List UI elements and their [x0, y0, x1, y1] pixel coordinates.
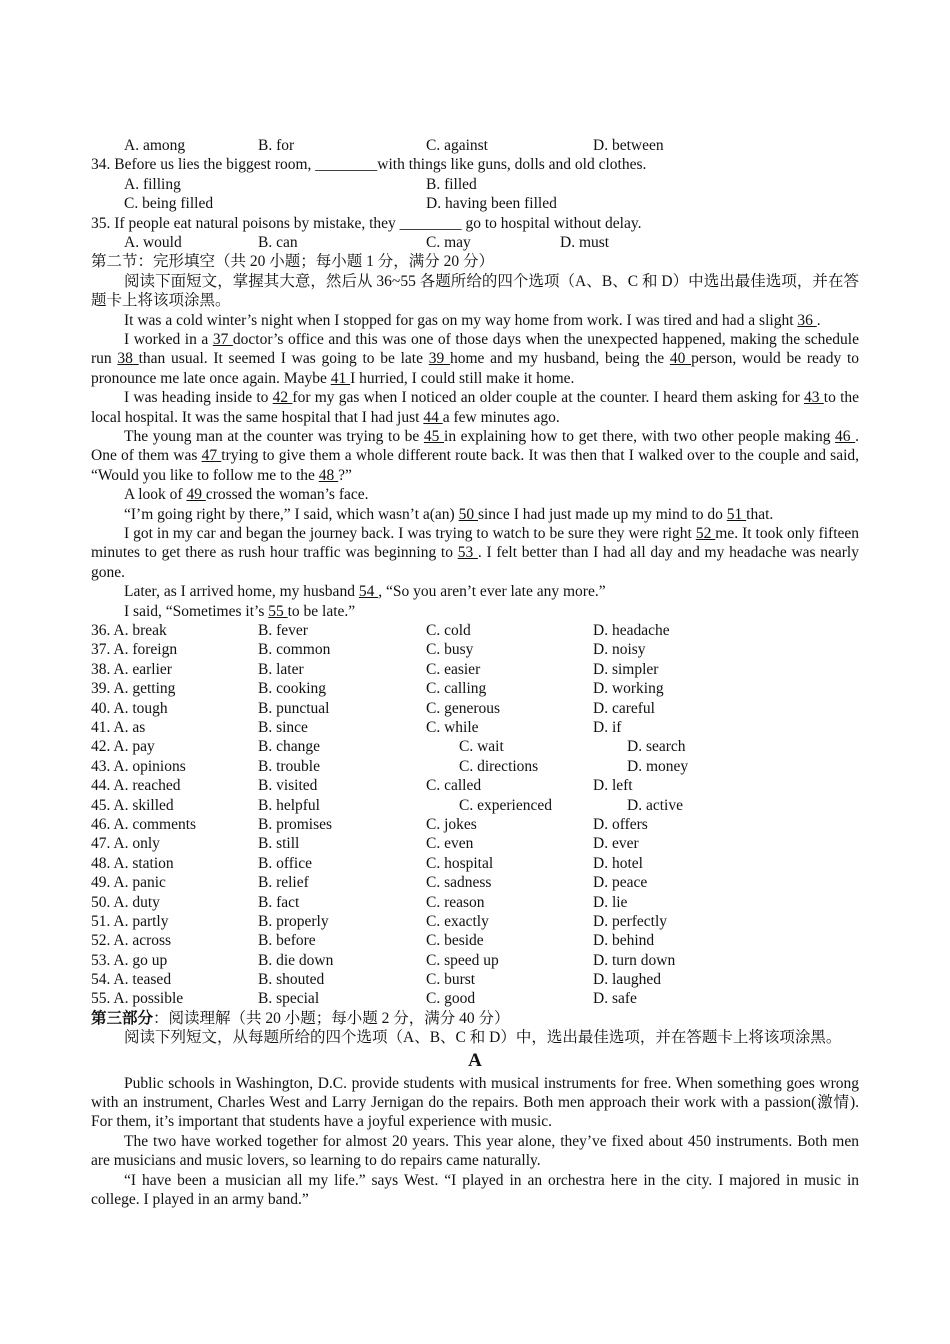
cloze-option-row [91, 989, 859, 1008]
q35-option-b: B. can [258, 233, 298, 251]
q35-option-a: A. would [124, 233, 182, 251]
cloze-option-c: C. calling [426, 680, 487, 698]
passage-text: than usual. It seemed I was going to be late [138, 350, 429, 368]
cloze-option-a: 44. A. reached [91, 777, 181, 795]
cloze-option-a: 48. A. station [91, 854, 174, 872]
cloze-option-c: C. jokes [426, 815, 477, 833]
passage-text: , “So you aren’t ever late any more.” [378, 583, 606, 601]
cloze-option-row [91, 718, 859, 737]
q35-option-c: C. may [426, 233, 471, 251]
cloze-option-d: D. turn down [593, 951, 676, 969]
cloze-option-c: C. beside [426, 932, 484, 950]
cloze-option-a: 46. A. comments [91, 815, 197, 833]
cloze-option-a: 40. A. tough [91, 699, 168, 717]
cloze-option-c: C. while [426, 719, 479, 736]
q34-option-a: A. filling [124, 175, 181, 193]
cloze-option-row [91, 834, 859, 853]
blank-48: 48 [318, 466, 339, 484]
passage-text: in explaining how to get there, with two other people making [444, 427, 836, 445]
passage-text: doctor’s office and this was one of those days when the unexpected happened, making the schedule run [91, 330, 859, 368]
cloze-option-c: C. easier [426, 660, 481, 678]
part3-title-bold: 第三部分 [91, 1009, 154, 1027]
reading-a-paragraph-3: “I have been a musician all my life.” says West. “I played in an orchestra here in the city. I majored in music in college. I played in an army band.” [91, 1171, 859, 1209]
blank-54: 54 [358, 583, 379, 601]
q34-option-b: B. filled [426, 175, 477, 193]
cloze-option-a: 54. A. teased [91, 971, 172, 989]
passage-text: Later, as I arrived home, my husband [124, 583, 359, 601]
q34-options-row1 [91, 175, 859, 194]
passage-text: . I felt better than I had all day and my headache was nearly gone. [91, 544, 859, 581]
q35-option-d: D. must [560, 233, 610, 251]
cloze-option-c: C. hospital [426, 854, 494, 872]
cloze-option-d: D. offers [593, 815, 648, 833]
cloze-option-d: D. peace [593, 874, 648, 892]
cloze-option-row [91, 951, 859, 970]
cloze-option-row [91, 679, 859, 698]
blank-36: 36 [797, 311, 817, 329]
cloze-option-b: B. before [258, 932, 316, 950]
q34-option-d: D. having been filled [426, 195, 557, 213]
cloze-option-d: D. if [593, 719, 622, 736]
cloze-option-b: B. relief [258, 874, 309, 892]
cloze-option-a: 55. A. possible [91, 990, 184, 1008]
blank-41: 41 [330, 369, 351, 387]
cloze-option-row [91, 699, 859, 718]
cloze-option-d: D. safe [593, 990, 637, 1008]
cloze-option-c: C. exactly [426, 912, 489, 930]
cloze-option-c: C. speed up [426, 951, 499, 969]
blank-49: 49 [186, 486, 206, 504]
section2-title: 第二节：完形填空（共 20 小题；每小题 1 分，满分 20 分） [91, 253, 495, 271]
cloze-option-d: D. behind [593, 932, 655, 950]
cloze-option-c: C. generous [426, 699, 501, 717]
cloze-option-a: 47. A. only [91, 835, 160, 853]
cloze-option-c: C. experienced [459, 796, 552, 814]
cloze-option-row [91, 621, 859, 640]
q35-options [91, 233, 859, 252]
passage-text: person, would be ready to pronounce me late once again. Maybe [91, 350, 860, 387]
blank-47: 47 [201, 447, 222, 465]
cloze-option-a: 45. A. skilled [91, 796, 174, 814]
cloze-option-c: C. even [426, 835, 474, 853]
cloze-option-b: B. common [258, 641, 331, 659]
passage-paragraph-4 [91, 427, 859, 485]
cloze-option-d: D. search [627, 738, 686, 756]
passage-text: that. [746, 505, 774, 523]
passage-text: It was a cold winter’s night when I stopped for gas on my way home from work. I was tired and had a slight [124, 311, 798, 329]
cloze-option-c: C. busy [426, 641, 474, 659]
blank-43: 43 [804, 389, 824, 407]
q34-options-row2 [91, 194, 859, 213]
blank-53: 53 [457, 544, 478, 562]
cloze-option-row [91, 737, 859, 756]
q33-option-d: D. between [593, 137, 664, 154]
cloze-option-a: 49. A. panic [91, 874, 166, 892]
passage-text: home and my husband, being the [449, 350, 670, 368]
passage-paragraph-6 [91, 505, 859, 524]
passage-paragraph-9 [91, 602, 859, 621]
cloze-option-b: B. die down [258, 951, 334, 969]
cloze-option-b: B. visited [258, 777, 318, 795]
part3-instruction: 阅读下列短文，从每题所给的四个选项（A、B、C 和 D）中，选出最佳选项，并在答题卡上将该项涂黑。 [124, 1029, 842, 1047]
passage-text: I hurried, I could still make it home. [350, 369, 575, 387]
cloze-option-a: 53. A. go up [91, 951, 168, 969]
cloze-option-a: 37. A. foreign [91, 641, 178, 659]
passage-text: . [816, 311, 821, 329]
cloze-option-b: B. trouble [258, 757, 320, 775]
blank-39: 39 [428, 350, 450, 368]
cloze-option-d: D. simpler [593, 660, 659, 678]
passage-text: for my gas when I noticed an older couple at the counter. I heard them asking for [292, 389, 805, 407]
passage-text: I was heading inside to [124, 389, 273, 407]
cloze-option-b: B. helpful [258, 796, 320, 814]
passage-text: me. It took only fifteen minutes to get there as rush hour traffic was beginning to [91, 525, 860, 562]
cloze-option-row [91, 931, 859, 950]
blank-37: 37 [212, 330, 233, 348]
passage-text: since I had just made up my mind to do [477, 505, 727, 523]
cloze-option-a: 39. A. getting [91, 680, 176, 698]
cloze-option-row [91, 912, 859, 931]
cloze-option-row [91, 796, 859, 815]
cloze-option-row [91, 640, 859, 659]
cloze-option-b: B. later [258, 660, 304, 678]
cloze-option-d: D. working [593, 680, 664, 698]
cloze-option-row [91, 873, 859, 892]
q33-options [91, 136, 859, 155]
cloze-option-d: D. lie [593, 893, 628, 911]
cloze-option-b: B. fact [258, 893, 300, 911]
passage-text: crossed the woman’s face. [205, 486, 369, 504]
cloze-option-a: 42. A. pay [91, 738, 155, 756]
reading-a-heading: A [468, 1049, 482, 1071]
cloze-option-a: 43. A. opinions [91, 757, 186, 775]
cloze-option-d: D. perfectly [593, 912, 668, 930]
cloze-option-a: 52. A. across [91, 932, 172, 950]
blank-40: 40 [669, 350, 692, 368]
passage-paragraph-2 [91, 330, 859, 388]
blank-51: 51 [726, 505, 747, 523]
cloze-option-b: B. properly [258, 912, 329, 930]
passage-text: A look of [124, 486, 187, 504]
reading-a-paragraph-2: The two have worked together for almost 20 years. This year alone, they’ve fixed about 450 instruments. Both men are musicians and music lovers, so learning to do repairs came naturally. [91, 1132, 859, 1170]
q33-option-c: C. against [426, 137, 488, 154]
cloze-option-c: C. called [426, 777, 482, 795]
cloze-option-d: D. ever [593, 835, 639, 853]
cloze-option-b: B. still [258, 835, 300, 853]
q34-stem: 34. Before us lies the biggest room, ________with things like guns, dolls and old clothes. [91, 156, 647, 174]
cloze-option-d: D. hotel [593, 854, 643, 872]
q35-stem: 35. If people eat natural poisons by mistake, they ________ go to hospital without delay. [91, 214, 642, 232]
passage-text: ?” [338, 466, 352, 484]
blank-46: 46 [835, 427, 856, 445]
part3-title-rest: ：阅读理解（共 20 小题；每小题 2 分，满分 40 分） [153, 1009, 510, 1027]
passage-text: a few minutes ago. [442, 408, 560, 426]
cloze-option-b: B. fever [258, 622, 308, 640]
cloze-option-c: C. sadness [426, 874, 492, 892]
cloze-option-b: B. special [258, 990, 320, 1008]
cloze-option-a: 41. A. as [91, 719, 146, 736]
cloze-option-c: C. reason [426, 893, 485, 911]
cloze-option-b: B. punctual [258, 699, 330, 717]
cloze-option-b: B. change [258, 738, 320, 756]
passage-text: I got in my car and began the journey back. I was trying to watch to be sure they were right [124, 525, 696, 543]
passage-text: I said, “Sometimes it’s [124, 602, 269, 620]
blank-38: 38 [117, 350, 139, 368]
cloze-option-row [91, 776, 859, 795]
passage-paragraph-5 [91, 485, 859, 504]
q33-option-b: B. for [258, 137, 295, 154]
cloze-option-b: B. cooking [258, 680, 327, 698]
q33-option-a: A. among [124, 137, 186, 154]
passage-text: . One of them was [91, 427, 860, 465]
cloze-option-row [91, 970, 859, 989]
passage-text: The young man at the counter was trying to be [124, 427, 424, 445]
reading-a-paragraph-1: Public schools in Washington, D.C. provide students with musical instruments for free. When something goes wrong with an instrument, Charles West and Larry Jernigan do the repairs. Both men approach their work with a passion(激情). For them, it’s important that students have a joyful experience with music. [91, 1074, 859, 1131]
passage-text: I worked in a [124, 330, 213, 348]
cloze-option-d: D. left [593, 777, 633, 795]
part3-title [91, 1009, 859, 1028]
blank-55: 55 [268, 602, 288, 620]
cloze-option-a: 51. A. partly [91, 912, 169, 930]
exam-page [91, 136, 859, 1210]
blank-44: 44 [423, 408, 443, 426]
cloze-option-row [91, 757, 859, 776]
cloze-options-list [91, 621, 859, 1009]
cloze-option-d: D. money [627, 757, 689, 775]
cloze-option-d: D. noisy [593, 641, 646, 659]
blank-50: 50 [458, 505, 478, 523]
cloze-option-c: C. cold [426, 622, 471, 640]
cloze-option-d: D. laughed [593, 971, 662, 989]
cloze-option-c: C. directions [459, 757, 539, 775]
cloze-option-d: D. active [627, 796, 683, 814]
cloze-option-c: C. wait [459, 738, 504, 756]
cloze-option-row [91, 815, 859, 834]
cloze-option-c: C. good [426, 990, 476, 1008]
passage-paragraph-3 [91, 388, 859, 427]
cloze-option-b: B. promises [258, 815, 333, 833]
cloze-option-d: D. careful [593, 699, 655, 717]
cloze-option-row [91, 660, 859, 679]
passage-paragraph-1 [91, 311, 859, 330]
passage-text: to the local hospital. It was the same hospital that I had just [91, 389, 860, 426]
cloze-option-c: C. burst [426, 971, 476, 989]
cloze-option-a: 36. A. break [91, 622, 167, 640]
passage-paragraph-8 [91, 582, 859, 601]
cloze-option-row [91, 893, 859, 912]
passage-text: “I’m going right by there,” I said, which wasn’t a(an) [124, 505, 459, 523]
cloze-option-b: B. since [258, 719, 308, 736]
passage-text: to be late.” [287, 602, 356, 620]
section2-instruction: 阅读下面短文，掌握其大意，然后从 36~55 各题所给的四个选项（A、B、C 和 D）中选出最佳选项，并在答题卡上将该项涂黑。 [91, 272, 859, 310]
blank-42: 42 [272, 389, 293, 407]
cloze-option-b: B. shouted [258, 971, 325, 989]
cloze-option-b: B. office [258, 854, 312, 872]
passage-paragraph-7 [91, 524, 859, 582]
cloze-option-d: D. headache [593, 622, 670, 640]
q34-option-c: C. being filled [124, 195, 214, 213]
passage-text: trying to give them a whole different route back. It was then that I walked over to the couple and said, “Would you like to follow me to the [91, 447, 860, 484]
blank-52: 52 [695, 525, 716, 543]
cloze-option-a: 38. A. earlier [91, 660, 172, 678]
cloze-option-row [91, 854, 859, 873]
blank-45: 45 [423, 427, 445, 445]
cloze-option-a: 50. A. duty [91, 893, 160, 911]
